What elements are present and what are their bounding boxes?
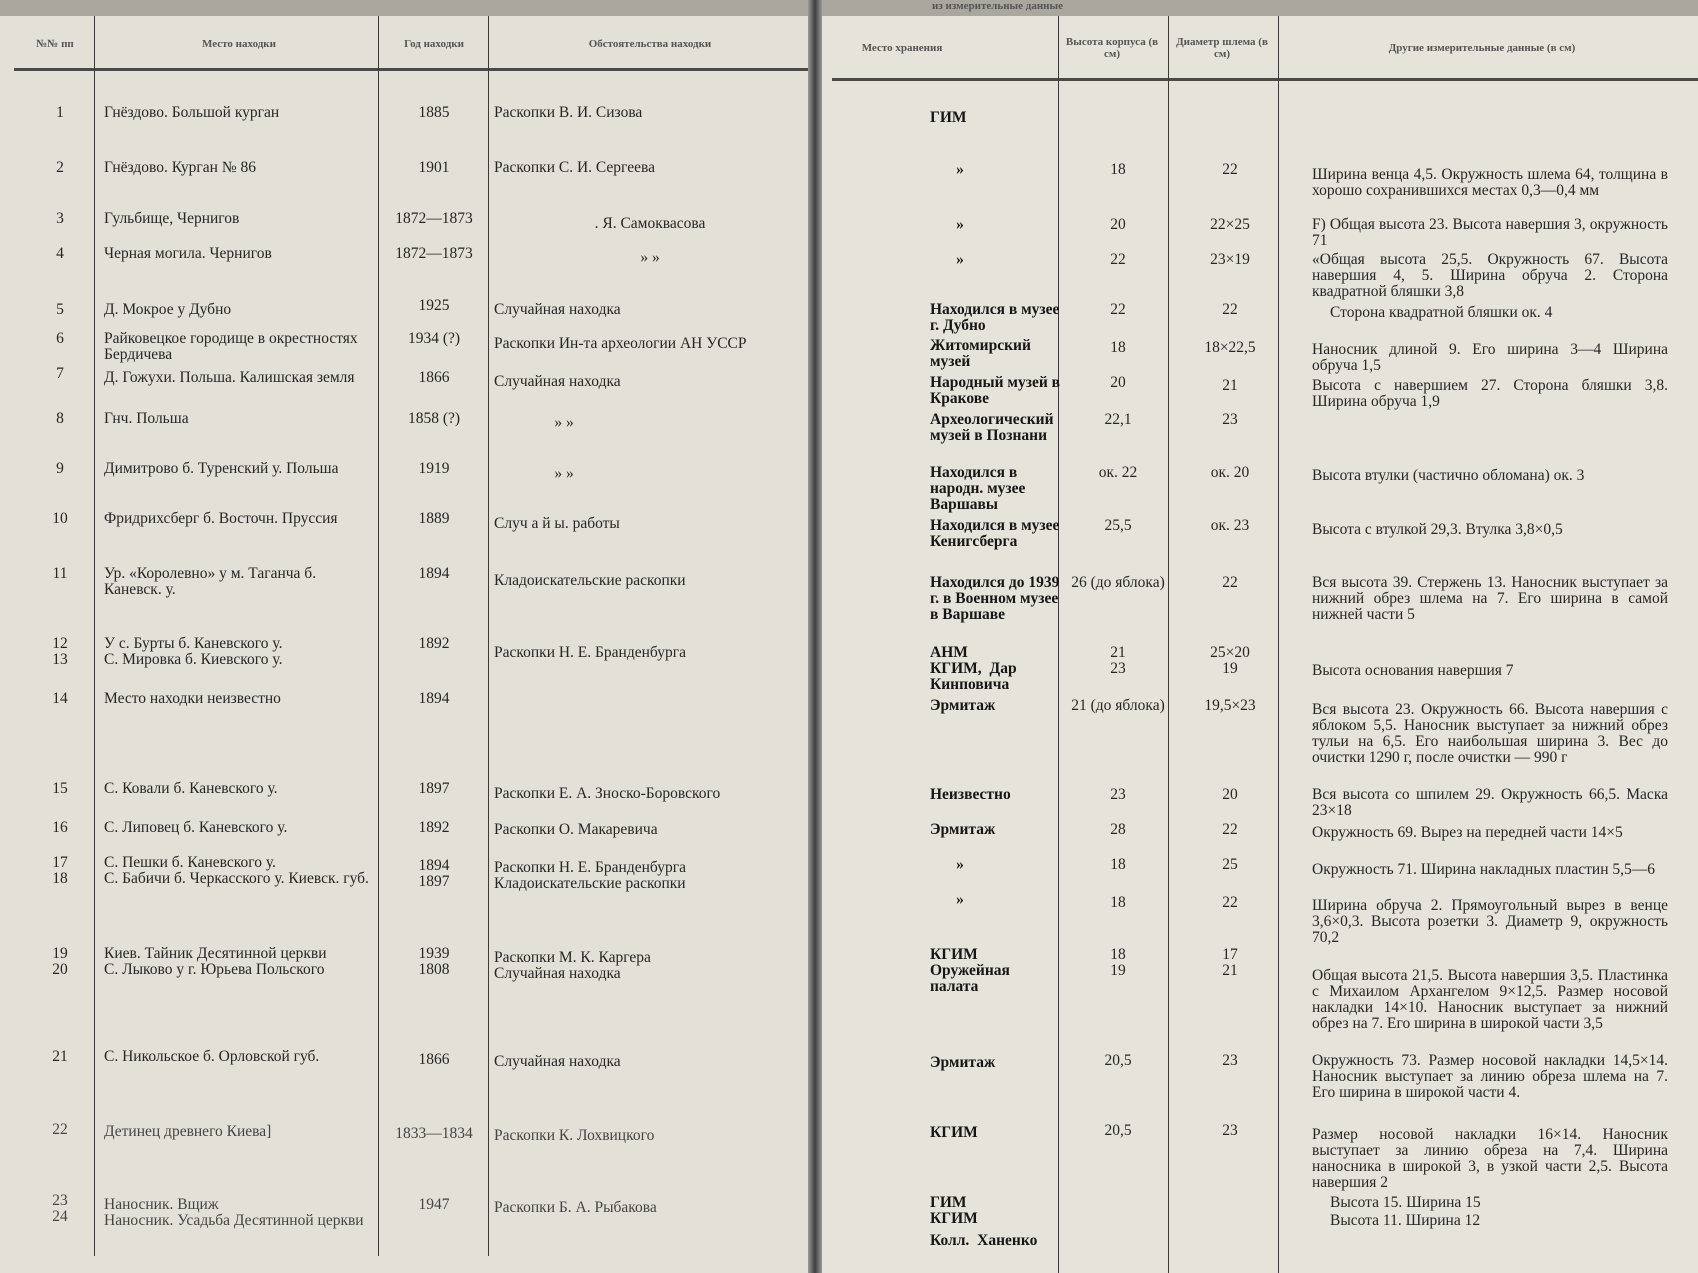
helmet-diameter: 22 bbox=[1222, 894, 1238, 911]
helmet-height: 20 bbox=[1110, 216, 1126, 233]
find-year: 1866 bbox=[418, 1051, 450, 1068]
storage-place: » bbox=[956, 216, 964, 233]
find-place: Димитрово б. Туренский у. Польша bbox=[104, 460, 339, 477]
find-place: Гнч. Польша bbox=[104, 410, 189, 427]
row-number: 6 bbox=[56, 330, 64, 347]
find-place: Киев. Тайник Десятинной церкви bbox=[104, 945, 327, 962]
helmet-diameter: 22 bbox=[1222, 161, 1238, 178]
helmet-diameter: 22 bbox=[1222, 301, 1238, 318]
row-number: 15 bbox=[52, 780, 68, 797]
storage-place: Находился в музее Кенигсберга bbox=[930, 517, 1060, 550]
helmet-diameter: 17 bbox=[1222, 946, 1238, 963]
other-measurements: Вся высота 39. Стержень 13. Наносник выступает за нижний обрез шлема на 7. Его ширина в самой нижней части 5 bbox=[1312, 574, 1668, 623]
other-measurements: F) Общая высота 23. Высота навершия 3, окружность 71 bbox=[1312, 216, 1668, 249]
helmet-diameter: 21 bbox=[1222, 377, 1238, 394]
find-year: 1889 bbox=[418, 510, 450, 527]
header-diameter: Диаметр шлема (в см) bbox=[1176, 36, 1268, 60]
find-year: 1892 bbox=[418, 819, 450, 836]
left-page-top-edge bbox=[0, 0, 808, 16]
row-number: 14 bbox=[52, 690, 68, 707]
find-place: Черная могила. Чернигов bbox=[104, 245, 272, 262]
row-number: 2 bbox=[56, 159, 64, 176]
find-circumstances: » » bbox=[554, 414, 574, 431]
storage-place: Народный музей в Кракове bbox=[930, 374, 1061, 407]
find-year: 1894 bbox=[418, 565, 450, 582]
find-place: У с. Бурты б. Каневского у. bbox=[104, 635, 283, 652]
storage-place: КГИМ bbox=[930, 1124, 978, 1141]
storage-place: КГИМ bbox=[930, 1210, 978, 1227]
find-year: 1858 (?) bbox=[407, 410, 461, 427]
helmet-height: 18 bbox=[1110, 161, 1126, 178]
row-number: 23 bbox=[52, 1192, 68, 1209]
other-measurements: Окружность 71. Ширина накладных пластин 5,5—6 bbox=[1312, 861, 1656, 878]
helmet-diameter: 25 bbox=[1222, 856, 1238, 873]
row-number: 1 bbox=[56, 104, 64, 121]
find-circumstances: Кладоискательские раскопки bbox=[494, 572, 686, 589]
helmet-height: 18 bbox=[1110, 946, 1126, 963]
storage-place: Оружейная палата bbox=[930, 962, 1010, 995]
find-place: С. Ковали б. Каневского у. bbox=[104, 780, 278, 797]
find-place: С. Никольское б. Орловской губ. bbox=[104, 1048, 320, 1065]
find-place: Райковецкое городище в окрестностях Бердичева bbox=[104, 330, 358, 363]
storage-place: ГИМ bbox=[930, 1194, 967, 1211]
helmet-diameter: 19 bbox=[1222, 660, 1238, 677]
find-place: Наносник. Усадьба Десятинной церкви bbox=[104, 1212, 364, 1229]
find-place: С. Бабичи б. Черкасского у. Киевск. губ. bbox=[104, 870, 369, 887]
find-place: Гнёздово. Большой курган bbox=[104, 104, 280, 121]
header-circumstances: Обстоятельства находки bbox=[588, 38, 712, 50]
other-measurements: Высота с навершием 27. Сторона бляшки 3,8. Ширина обруча 1,9 bbox=[1312, 377, 1668, 410]
find-circumstances: Раскопки В. И. Сизова bbox=[494, 104, 643, 121]
column-divider bbox=[488, 16, 489, 1256]
helmet-height: 23 bbox=[1110, 660, 1126, 677]
find-circumstances: Раскопки Н. Е. Бранденбурга bbox=[494, 859, 686, 876]
helmet-diameter: 23 bbox=[1222, 411, 1238, 428]
find-year: 1947 bbox=[418, 1196, 450, 1213]
find-place: Гнёздово. Курган № 86 bbox=[104, 159, 256, 176]
find-circumstances: » » bbox=[554, 465, 574, 482]
helmet-height: 20 bbox=[1110, 374, 1126, 391]
helmet-diameter: 19,5×23 bbox=[1204, 697, 1256, 714]
other-measurements: Вся высота со шпилем 29. Окружность 66,5. Маска 23×18 bbox=[1312, 786, 1668, 819]
find-year: 1897 bbox=[418, 873, 450, 890]
other-measurements: Высота основания навершия 7 bbox=[1312, 662, 1514, 679]
find-circumstances: Раскопки К. Лохвицкого bbox=[494, 1127, 655, 1144]
row-number: 8 bbox=[56, 410, 64, 427]
header-other-measurements: Другие измерительные данные (в см) bbox=[1388, 42, 1576, 54]
row-number: 13 bbox=[52, 651, 68, 668]
row-number: 5 bbox=[56, 301, 64, 318]
helmet-height: 20,5 bbox=[1104, 1122, 1132, 1139]
find-year: 1892 bbox=[418, 635, 450, 652]
find-place: Наносник. Вщиж bbox=[104, 1196, 219, 1213]
row-number: 17 bbox=[52, 854, 68, 871]
helmet-height: 22 bbox=[1110, 301, 1126, 318]
find-place: Детинец древнего Киева] bbox=[104, 1123, 272, 1140]
find-circumstances: Случайная находка bbox=[494, 301, 621, 318]
helmet-height: 28 bbox=[1110, 821, 1126, 838]
find-circumstances: Случайная находка bbox=[494, 965, 621, 982]
storage-place: » bbox=[956, 161, 964, 178]
helmet-diameter: 22 bbox=[1222, 574, 1238, 591]
header-place: Место находки bbox=[202, 38, 276, 50]
helmet-height: 18 bbox=[1110, 894, 1126, 911]
storage-place: Эрмитаж bbox=[930, 821, 996, 838]
find-circumstances: » » bbox=[640, 249, 660, 266]
other-measurements: Высота 11. Ширина 12 bbox=[1330, 1212, 1481, 1229]
find-circumstances: Раскопки Н. Е. Бранденбурга bbox=[494, 644, 686, 661]
helmet-diameter: 22 bbox=[1222, 821, 1238, 838]
find-circumstances: Раскопки С. И. Сергеева bbox=[494, 159, 655, 176]
find-place: С. Пешки б. Каневского у. bbox=[104, 854, 276, 871]
find-year: 1901 bbox=[418, 159, 450, 176]
header-rule bbox=[14, 68, 808, 71]
header-rule bbox=[832, 78, 1698, 81]
helmet-height: 22,1 bbox=[1104, 411, 1132, 428]
storage-place: Житомирский музей bbox=[930, 337, 1031, 370]
column-divider bbox=[94, 16, 95, 1256]
other-measurements: Высота 15. Ширина 15 bbox=[1330, 1194, 1481, 1211]
find-year: 1833—1834 bbox=[395, 1125, 473, 1142]
find-year: 1894 bbox=[418, 857, 450, 874]
find-year: 1925 bbox=[418, 297, 450, 314]
storage-place: Колл. Ханенко bbox=[930, 1232, 1038, 1249]
other-measurements: Размер носовой накладки 16×14. Наносник выступает за линию обреза на 7,4. Ширина наносника в широкой 3, в узкой части 2,5. Высота навершия 2 bbox=[1312, 1126, 1668, 1191]
row-number: 19 bbox=[52, 945, 68, 962]
header-number: №№ пп bbox=[36, 38, 74, 50]
find-year: 1939 bbox=[418, 945, 450, 962]
row-number: 16 bbox=[52, 819, 68, 836]
find-place: Д. Мокрое у Дубно bbox=[104, 301, 232, 318]
storage-place: » bbox=[956, 891, 964, 908]
find-place: С. Липовец б. Каневского у. bbox=[104, 819, 288, 836]
running-head: из измерительные данные bbox=[932, 0, 1063, 12]
find-year: 1897 bbox=[418, 780, 450, 797]
other-measurements: Ширина обруча 2. Прямоугольный вырез в венце 3,6×0,3. Высота розетки 3. Диаметр 9, окружность 70,2 bbox=[1312, 897, 1668, 946]
storage-place: КГИМ, Дар Кинповича bbox=[930, 660, 1017, 693]
column-divider bbox=[378, 16, 379, 1256]
other-measurements: Ширина венца 4,5. Окружность шлема 64, толщина в хорошо сохранившихся местах 0,3—0,4 мм bbox=[1312, 166, 1668, 199]
helmet-height: 25,5 bbox=[1104, 517, 1132, 534]
find-place: С. Лыково у г. Юрьева Польского bbox=[104, 961, 325, 978]
row-number: 10 bbox=[52, 510, 68, 527]
helmet-height: 19 bbox=[1110, 962, 1126, 979]
find-year: 1866 bbox=[418, 369, 450, 386]
book-gutter bbox=[808, 0, 822, 1273]
find-circumstances: Кладоискательские раскопки bbox=[494, 875, 686, 892]
helmet-diameter: ок. 20 bbox=[1210, 464, 1250, 481]
other-measurements: Окружность 73. Размер носовой накладки 14,5×14. Наносник выступает за линию обреза шлема на 7. Его ширина в широкой части 4. bbox=[1312, 1052, 1668, 1101]
storage-place: Эрмитаж bbox=[930, 697, 996, 714]
row-number: 12 bbox=[52, 635, 68, 652]
other-measurements: Наносник длиной 9. Его ширина 3—4 Ширина обруча 1,5 bbox=[1312, 341, 1668, 374]
left-page bbox=[0, 0, 808, 1273]
helmet-height: 21 (до яблока) bbox=[1071, 697, 1165, 714]
find-place: Ур. «Королевно» у м. Таганча б. Каневск. у. bbox=[104, 565, 317, 598]
helmet-diameter: 25×20 bbox=[1210, 644, 1250, 661]
find-year: 1885 bbox=[418, 104, 450, 121]
helmet-height: 20,5 bbox=[1104, 1052, 1132, 1069]
helmet-diameter: 18×22,5 bbox=[1204, 339, 1256, 356]
helmet-diameter: 23 bbox=[1222, 1122, 1238, 1139]
other-measurements: Сторона квадратной бляшки ок. 4 bbox=[1330, 304, 1553, 321]
other-measurements: Высота втулки (частично обломана) ок. 3 bbox=[1312, 467, 1585, 484]
find-circumstances: . Я. Самоквасова bbox=[594, 215, 706, 232]
find-circumstances: Раскопки Ин-та археологии АН УССР bbox=[494, 335, 747, 352]
helmet-height: 21 bbox=[1110, 644, 1126, 661]
find-circumstances: Раскопки Б. А. Рыбакова bbox=[494, 1199, 657, 1216]
other-measurements: Окружность 69. Вырез на передней части 14×5 bbox=[1312, 824, 1623, 841]
helmet-height: 22 bbox=[1110, 251, 1126, 268]
helmet-height: 26 (до яблока) bbox=[1071, 574, 1165, 591]
helmet-diameter: 22×25 bbox=[1210, 216, 1250, 233]
row-number: 3 bbox=[56, 210, 64, 227]
find-circumstances: Случайная находка bbox=[494, 373, 621, 390]
row-number: 22 bbox=[52, 1121, 68, 1138]
storage-place: Эрмитаж bbox=[930, 1054, 996, 1071]
row-number: 20 bbox=[52, 961, 68, 978]
row-number: 4 bbox=[56, 245, 64, 262]
row-number: 9 bbox=[56, 460, 64, 477]
storage-place: Находился в музее г. Дубно bbox=[930, 301, 1060, 334]
helmet-height: 18 bbox=[1110, 339, 1126, 356]
helmet-diameter: 20 bbox=[1222, 786, 1238, 803]
header-year: Год находки bbox=[404, 38, 464, 50]
storage-place: КГИМ bbox=[930, 946, 978, 963]
storage-place: » bbox=[956, 856, 964, 873]
helmet-height: ок. 22 bbox=[1098, 464, 1138, 481]
row-number: 21 bbox=[52, 1048, 68, 1065]
storage-place: Археологический музей в Познани bbox=[930, 411, 1054, 444]
row-number: 7 bbox=[56, 365, 64, 382]
find-place: Фридрихсберг б. Восточн. Пруссия bbox=[104, 510, 338, 527]
find-circumstances: Раскопки М. К. Каргера bbox=[494, 949, 651, 966]
find-year: 1919 bbox=[418, 460, 450, 477]
other-measurements: Вся высота 23. Окружность 66. Высота навершия с яблоком 5,5. Наносник выступает за нижний обрез тульи на 6,5. Его наибольшая ширина 3. Вес до очистки 1290 г, после очистки — 990 г bbox=[1312, 701, 1668, 766]
find-circumstances: Раскопки Е. А. Зноско-Боровского bbox=[494, 785, 721, 802]
helmet-diameter: 23×19 bbox=[1210, 251, 1250, 268]
find-year: 1894 bbox=[418, 690, 450, 707]
storage-place: Неизвестно bbox=[930, 786, 1011, 803]
find-place: С. Мировка б. Киевского у. bbox=[104, 651, 283, 668]
helmet-diameter: 21 bbox=[1222, 962, 1238, 979]
helmet-height: 23 bbox=[1110, 786, 1126, 803]
find-circumstances: Случайная находка bbox=[494, 1053, 621, 1070]
column-divider bbox=[1168, 16, 1169, 1273]
storage-place: ГИМ bbox=[930, 109, 967, 126]
helmet-height: 18 bbox=[1110, 856, 1126, 873]
find-place: Место находки неизвестно bbox=[104, 690, 281, 707]
other-measurements: Высота с втулкой 29,3. Втулка 3,8×0,5 bbox=[1312, 521, 1563, 538]
find-year: 1872—1873 bbox=[395, 210, 473, 227]
storage-place: АНМ bbox=[930, 644, 968, 661]
other-measurements: Общая высота 21,5. Высота навершия 3,5. Пластинка с Михаилом Архангелом 9×12,5. Размер носовой накладки 14×10. Наносник выступает за нижний обрез на 7. Его ширина в широкой части 3,5 bbox=[1312, 967, 1668, 1032]
find-circumstances: Раскопки О. Макаревича bbox=[494, 821, 658, 838]
storage-place: Находился в народн. музее Варшавы bbox=[930, 464, 1026, 513]
row-number: 11 bbox=[52, 565, 68, 582]
header-storage: Место хранения bbox=[861, 42, 943, 54]
find-year: 1934 (?) bbox=[407, 330, 461, 347]
helmet-diameter: 23 bbox=[1222, 1052, 1238, 1069]
find-year: 1872—1873 bbox=[395, 245, 473, 262]
find-place: Гульбище, Чернигов bbox=[104, 210, 240, 227]
other-measurements: «Общая высота 25,5. Окружность 67. Высота навершия 4, 5. Ширина обруча 2. Сторона квадратной бляшки 3,8 bbox=[1312, 251, 1668, 300]
storage-place: » bbox=[956, 251, 964, 268]
find-year: 1808 bbox=[418, 961, 450, 978]
row-number: 18 bbox=[52, 870, 68, 887]
find-circumstances: Случ а й ы. работы bbox=[494, 515, 620, 532]
right-page-top-edge bbox=[822, 0, 1698, 16]
find-place: Д. Гожухи. Польша. Калишская земля bbox=[104, 369, 355, 386]
helmet-diameter: ок. 23 bbox=[1210, 517, 1250, 534]
row-number: 24 bbox=[52, 1208, 68, 1225]
header-height: Высота корпуса (в см) bbox=[1065, 36, 1159, 60]
storage-place: Находился до 1939 г. в Военном музее в Варшаве bbox=[930, 574, 1060, 623]
